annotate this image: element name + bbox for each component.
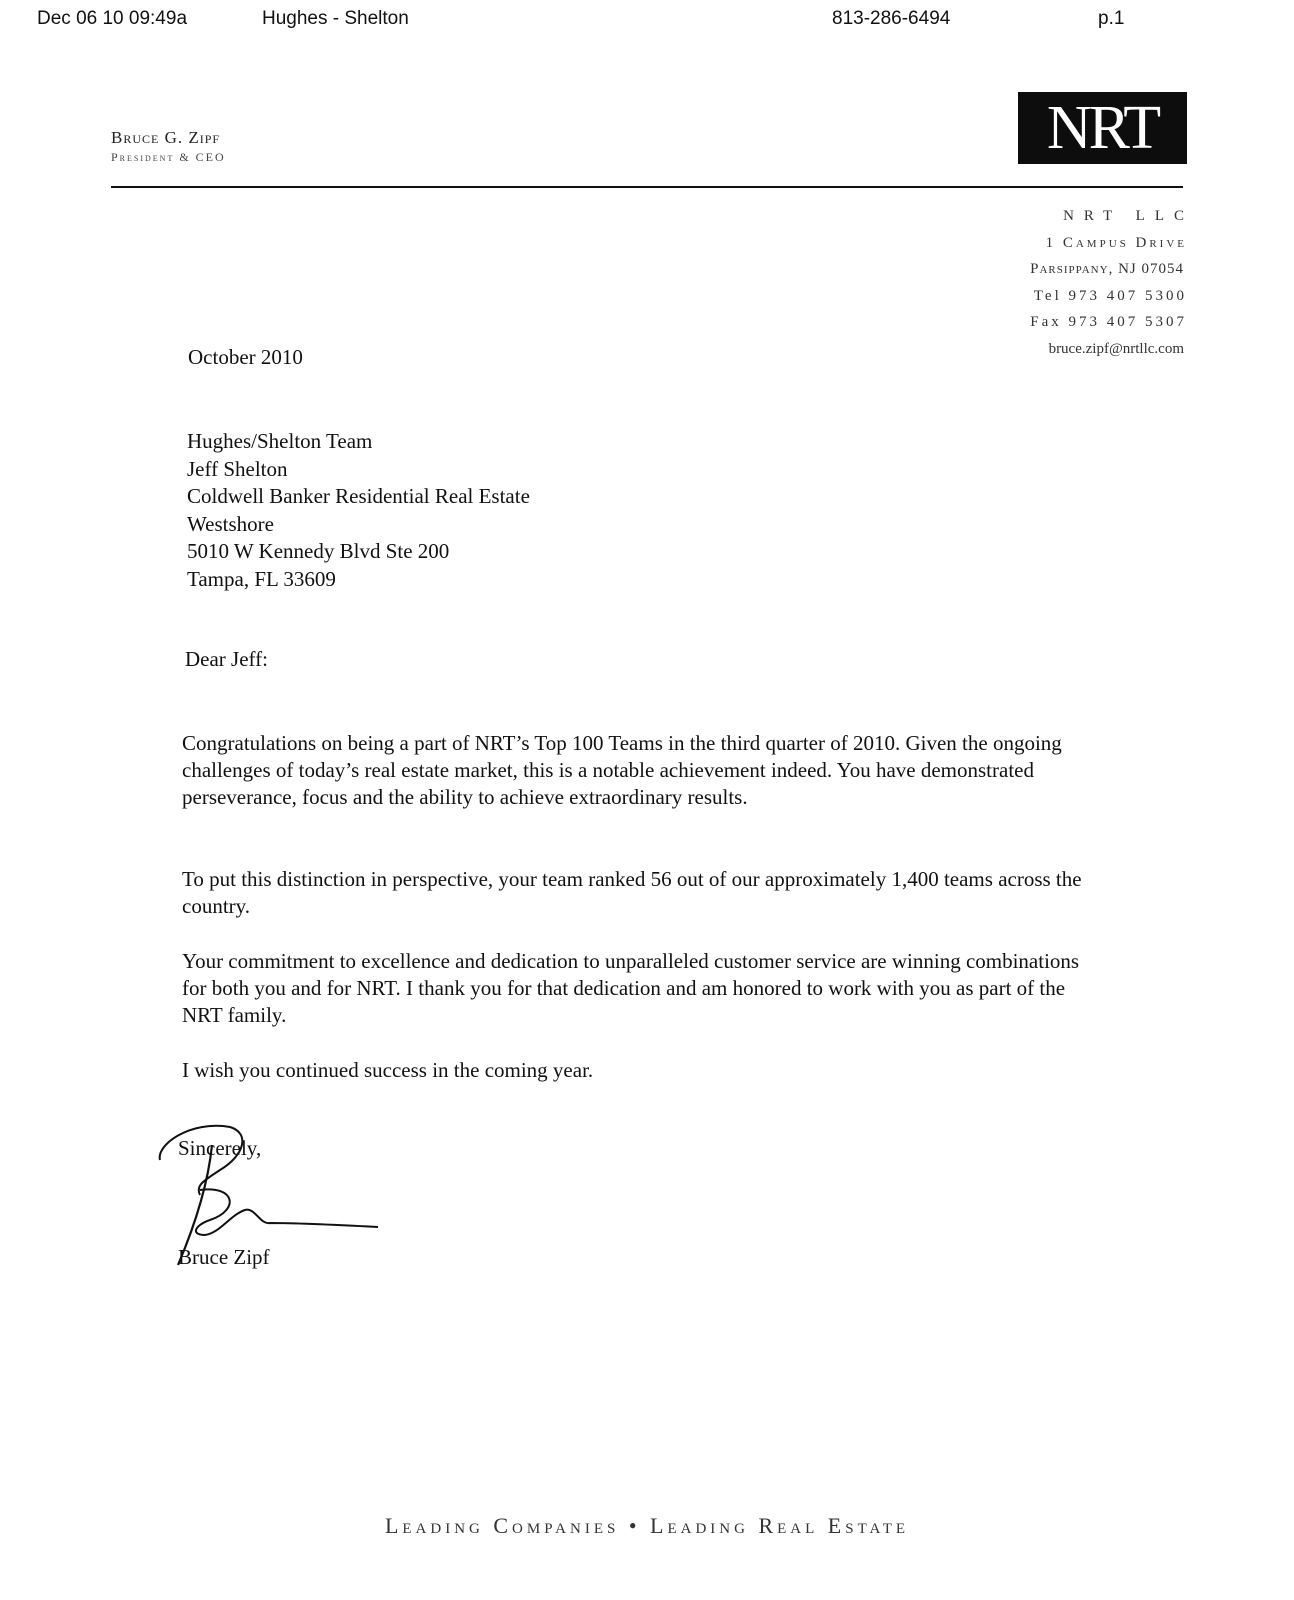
recipient-line: Westshore xyxy=(187,511,274,536)
company-street: 1 Campus Drive xyxy=(1045,234,1187,251)
letterhead-sender xyxy=(111,128,226,165)
company-fax: Fax 973 407 5307 xyxy=(1030,314,1187,330)
sender-name: Bruce G. Zipf xyxy=(111,128,221,147)
salutation: Dear Jeff: xyxy=(185,647,268,671)
body-paragraph: I wish you continued success in the coming year. xyxy=(182,1058,594,1082)
letterhead-divider xyxy=(111,186,1183,188)
body-paragraph: Your commitment to excellence and dedication to unparalleled customer service are winning combinations for both you and for NRT. I thank you for that dedication and am honored to work with you as part of the NRT family. xyxy=(182,949,1080,1027)
recipient-address xyxy=(187,428,530,593)
recipient-line: 5010 W Kennedy Blvd Ste 200 xyxy=(187,539,450,563)
signer-name: Bruce Zipf xyxy=(178,1245,270,1269)
closing: Sincerely, xyxy=(178,1136,262,1160)
fax-header xyxy=(0,6,1294,32)
letter-date: October 2010 xyxy=(188,345,303,369)
recipient-line: Coldwell Banker Residential Real Estate xyxy=(187,484,530,508)
fax-datetime: Dec 06 10 09:49a xyxy=(37,8,188,29)
footer-tagline: Leading Companies • Leading Real Estate xyxy=(384,1513,910,1538)
company-phone: Tel 973 407 5300 xyxy=(1033,287,1187,304)
fax-sender: Hughes - Shelton xyxy=(262,8,409,29)
body-paragraph: To put this distinction in perspective, your team ranked 56 out of our approximately 1,400 teams across the country. xyxy=(182,867,1082,918)
recipient-line: Jeff Shelton xyxy=(187,456,288,481)
recipient-line: Hughes/Shelton Team xyxy=(187,429,373,453)
body-paragraph: Congratulations on being a part of NRT’s Top 100 Teams in the third quarter of 2010. Given the ongoing challenges of today’s real estate market, this is a notable achievement indeed. You have demonstrated perseverance, focus and the ability to achieve extraordinary results. xyxy=(182,731,1062,809)
fax-page-number: p.1 xyxy=(1098,8,1125,29)
company-name: NRT LLC xyxy=(1063,208,1194,224)
nrt-logo: NRT xyxy=(1018,92,1187,164)
recipient-line: Tampa, FL 33609 xyxy=(187,566,336,591)
fax-phone: 813-286-6494 xyxy=(832,8,951,29)
company-address-block xyxy=(1030,203,1194,362)
company-email: bruce.zipf@nrtllc.com xyxy=(1048,340,1184,357)
sender-title: President & CEO xyxy=(111,150,226,164)
company-city: Parsippany, NJ 07054 xyxy=(1030,261,1184,277)
